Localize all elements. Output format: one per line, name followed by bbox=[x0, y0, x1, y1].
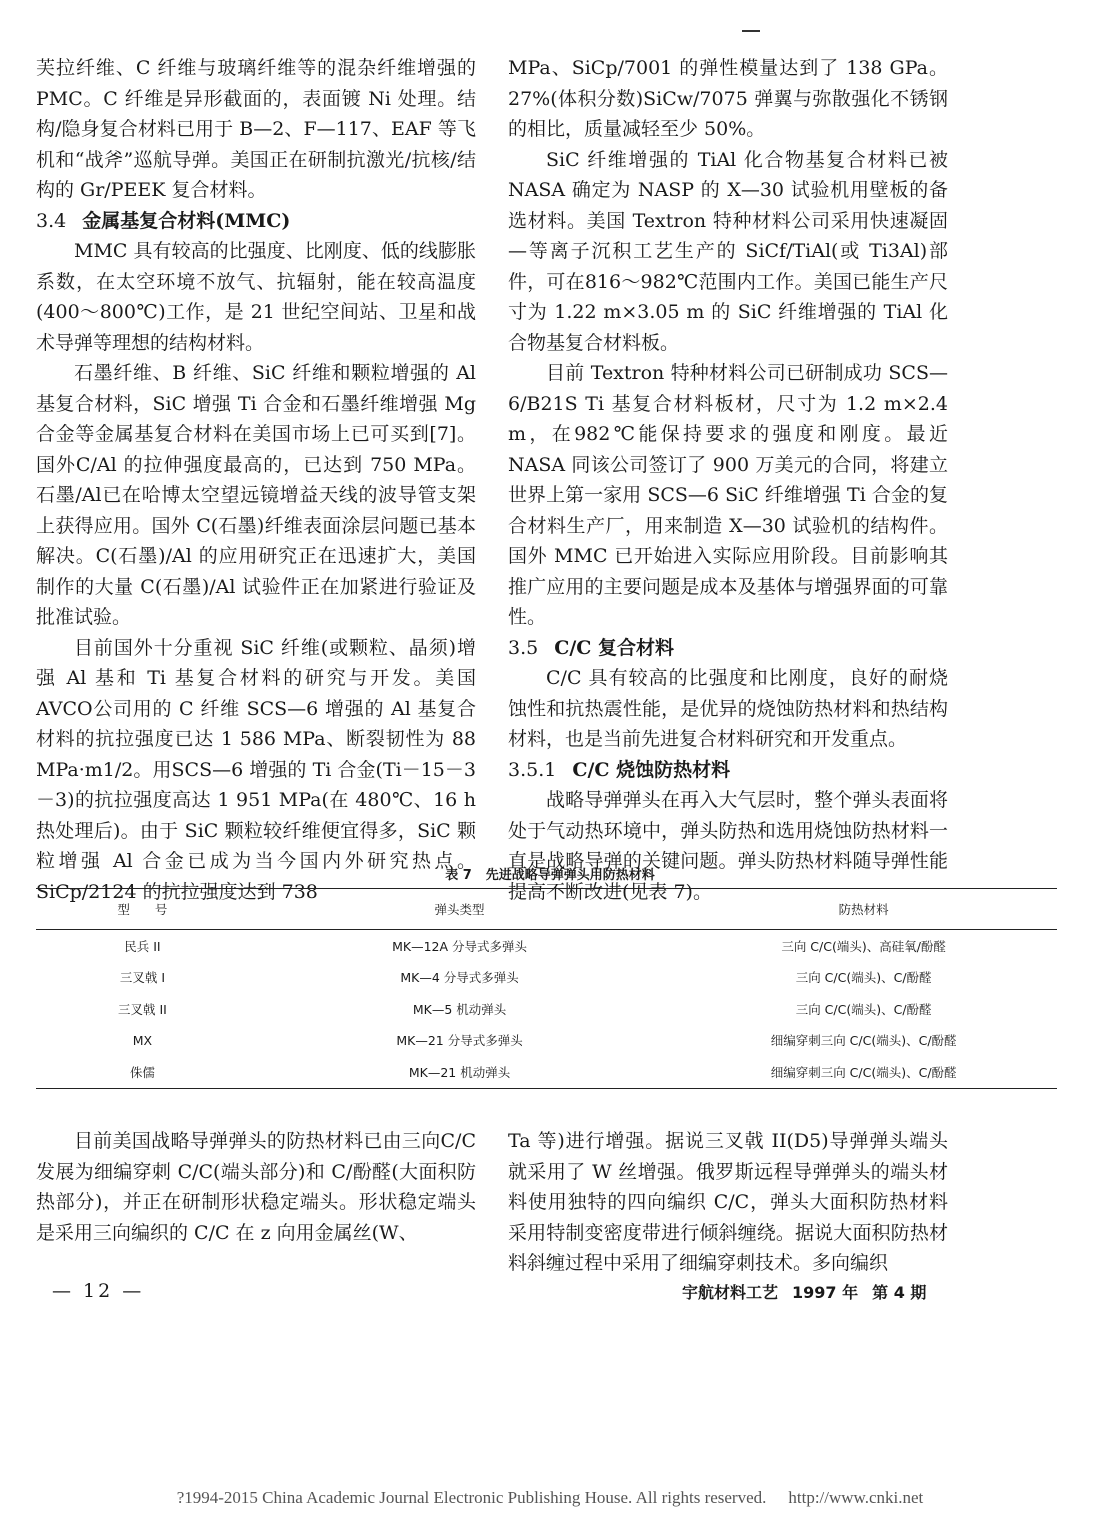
paragraph: 芙拉纤维、C 纤维与玻璃纤维等的混杂纤维增强的PMC。C 纤维是异形截面的，表面镀 Ni 处理。结构/隐身复合材料已用于 B—2、F—117、EAF 等飞机和“战斧”巡航导弹。美国正在研制抗激光/抗核/结构的 Gr/PEEK 复合材料。 bbox=[36, 57, 476, 201]
paragraph: MPa、SiCp/7001 的弹性模量达到了 138 GPa。27%(体积分数)SiCw/7075 弹翼与弥散强化不锈钢的相比，质量减轻至少 50%。 bbox=[508, 57, 948, 140]
running-footer bbox=[682, 1280, 940, 1303]
table-cell: MK—5 机动弹头 bbox=[412, 1001, 507, 1017]
paragraph: C/C 具有较高的比强度和比刚度，良好的耐烧蚀性和抗热震性能，是优异的烧蚀防热材料和热结构材料，也是当前先进复合材料研究和开发重点。 bbox=[508, 667, 948, 750]
journal-name: 宇航材料工艺 bbox=[682, 1283, 779, 1302]
section-number: 3.5 bbox=[508, 636, 539, 659]
copyright-notice: ?1994-2015 China Academic Journal Electronic Publishing House. All rights reserved. bbox=[176, 1488, 767, 1507]
header-dash bbox=[742, 30, 760, 32]
table-cell: MK—21 分导式多弹头 bbox=[396, 1033, 523, 1049]
section-heading-3-5-1 bbox=[508, 755, 948, 786]
right-column bbox=[508, 53, 948, 907]
table-cell: MK—12A 分导式多弹头 bbox=[392, 938, 528, 954]
data-table bbox=[36, 888, 1057, 1089]
table-cell: 细编穿刺三向 C/C(端头)、C/酚醛 bbox=[670, 1056, 1057, 1088]
copyright-line bbox=[0, 1488, 1100, 1508]
table-number: 表 7 bbox=[445, 868, 472, 883]
paragraph: Ta 等)进行增强。据说三叉戟 II(D5)导弹弹头端头就采用了 W 丝增强。俄罗斯远程导弹弹头的端头材料使用独特的四向编织 C/C，弹头大面积防热材料采用特制变密度带进行倾斜缠绕。据说大面积防热材料斜缠过程中采用了细编穿刺技术。多向编织 bbox=[508, 1130, 948, 1274]
section-heading-3-4 bbox=[36, 206, 476, 237]
column-header: 型 号 bbox=[36, 889, 249, 930]
section-title: 金属基复合材料(MMC) bbox=[82, 209, 291, 232]
paragraph: 战略导弹弹头在再入大气层时，整个弹头表面将处于气动热环境中，弹头防热和选用烧蚀防热材料一直是战略导弹的关键问题。弹头防热材料随导弹性能提高不断改进(见表 7)。 bbox=[508, 789, 948, 903]
paragraph: SiC 纤维增强的 TiAl 化合物基复合材料已被NASA 确定为 NASP 的 X—30 试验机用壁板的备选材料。美国 Textron 特种材料公司采用快速凝固—等离子沉积工艺生产的 SiCf/TiAl(或 Ti3Al)部件，可在816～982℃范围内工作。美国已能生产尺寸为 1.22 m×3.05 m 的 SiC 纤维增强的 TiAl 化合物基复合材料板。 bbox=[508, 148, 948, 354]
table-header-row bbox=[36, 889, 1057, 930]
section-number: 3.4 bbox=[36, 209, 67, 232]
table-cell: 细编穿刺三向 C/C(端头)、C/酚醛 bbox=[770, 1033, 957, 1049]
section-title: C/C 烧蚀防热材料 bbox=[572, 758, 731, 781]
left-column-bottom bbox=[36, 1126, 476, 1248]
table-cell: MK—4 分导式多弹头 bbox=[400, 970, 519, 986]
right-column-bottom bbox=[508, 1126, 948, 1279]
section-number: 3.5.1 bbox=[508, 758, 557, 781]
table-cell: 三向 C/C(端头)、C/酚醛 bbox=[795, 1001, 932, 1017]
table-cell: MX bbox=[132, 1032, 153, 1048]
table-cell: 三叉戟 II bbox=[118, 1001, 167, 1017]
table-title: 先进战略导弹弹头用防热材料 bbox=[485, 868, 655, 883]
table-cell: 三向 C/C(端头)、C/酚醛 bbox=[795, 970, 932, 986]
table-row bbox=[36, 930, 1057, 962]
table-cell: MK—21 机动弹头 bbox=[249, 1056, 670, 1088]
table-row bbox=[36, 1025, 1057, 1057]
copyright-url: http://www.cnki.net bbox=[788, 1488, 924, 1507]
journal-issue: 第 4 期 bbox=[872, 1283, 927, 1302]
table-cell: 侏儒 bbox=[36, 1056, 249, 1088]
table-row bbox=[36, 993, 1057, 1025]
paragraph: 目前 Textron 特种材料公司已研制成功 SCS—6/B21S Ti 基复合材料板材，尺寸为 1.2 m×2.4 m，在982℃能保持要求的强度和刚度。最近 NASA 同该公司签订了 900 万美元的合同，将建立世界上第一家用 SCS—6 SiC 纤维增强 Ti 合金的复合材料生产厂，用来制造 X—30 试验机的结构件。国外 MMC 已开始进入实际应用阶段。目前影响其推广应用的主要问题是成本及基体与增强界面的可靠性。 bbox=[508, 362, 948, 628]
section-title: C/C 复合材料 bbox=[554, 636, 675, 659]
section-heading-3-5 bbox=[508, 633, 948, 664]
paragraph: 石墨纤维、B 纤维、SiC 纤维和颗粒增强的 Al 基复合材料，SiC 增强 Ti 合金和石墨纤维增强 Mg 合金等金属基复合材料在美国市场上已可买到[7]。国外C/Al 的拉伸强度最高的，已达到 750 MPa。石墨/Al已在哈博太空望远镜增益天线的波导管支架上获得应用。国外 C(石墨)纤维表面涂层问题已基本解决。C(石墨)/Al 的应用研究正在迅速扩大，美国制作的大量 C(石墨)/Al 试验件正在加紧进行验证及批准试验。 bbox=[36, 362, 476, 628]
table-cell: 民兵 II bbox=[124, 938, 161, 954]
left-column bbox=[36, 53, 476, 907]
column-header: 防热材料 bbox=[670, 889, 1057, 930]
paragraph: 目前国外十分重视 SiC 纤维(或颗粒、晶须)增强 Al 基和 Ti 基复合材料的研究与开发。美国 AVCO公司用的 C 纤维 SCS—6 增强的 Al 基复合材料的抗拉强度已达 1 586 MPa、断裂韧性为 88 MPa·m1/2。用SCS—6 增强的 Ti 合金(Ti－15－3－3)的抗拉强度高达 1 951 MPa(在 480℃、16 h 热处理后)。由于 SiC 颗粒较纤维便宜得多，SiC 颗粒增强 Al 合金已成为当今国内外研究热点。SiCp/2124 的抗拉强度达到 738 bbox=[36, 636, 476, 903]
table-row bbox=[36, 962, 1057, 994]
paragraph: MMC 具有较高的比强度、比刚度、低的线膨胀系数，在太空环境不放气、抗辐射，能在较高温度(400～800℃)工作，是 21 世纪空间站、卫星和战术导弹等理想的结构材料。 bbox=[36, 240, 476, 354]
table-caption bbox=[0, 864, 1100, 883]
column-header: 弹头类型 bbox=[249, 889, 670, 930]
journal-year: 1997 年 bbox=[792, 1283, 859, 1302]
table-cell: 三向 C/C(端头)、高硅氧/酚醛 bbox=[781, 938, 946, 954]
table-cell: 三叉戟 I bbox=[119, 970, 166, 986]
table-row bbox=[36, 1056, 1057, 1088]
paragraph: 目前美国战略导弹弹头的防热材料已由三向C/C 发展为细编穿刺 C/C(端头部分)和 C/酚醛(大面积防热部分)，并正在研制形状稳定端头。形状稳定端头是采用三向编织的 C/C 在 z 向用金属丝(W、 bbox=[36, 1130, 476, 1244]
page-number: — 12 — bbox=[52, 1280, 145, 1302]
